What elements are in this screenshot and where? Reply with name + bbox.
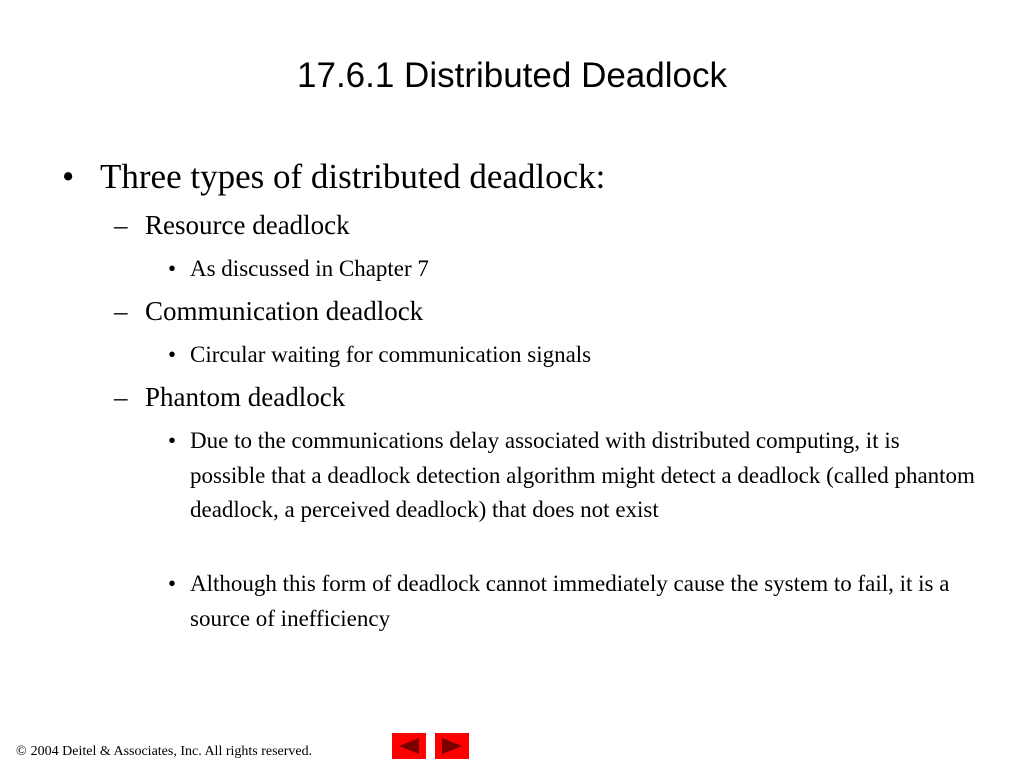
sub-item-phantom-deadlock xyxy=(114,380,345,414)
detail-item xyxy=(168,338,980,373)
detail-item xyxy=(168,252,980,287)
bullet-marker: • xyxy=(168,428,177,453)
bullet-marker: • xyxy=(168,342,177,367)
dash-marker: – xyxy=(114,296,128,326)
bullet-marker: • xyxy=(168,256,177,281)
copyright-footer xyxy=(16,742,312,762)
copyright-icon: © xyxy=(16,744,27,759)
left-arrow-icon xyxy=(399,738,419,754)
main-bullet xyxy=(62,155,605,199)
main-bullet-text: Three types of distributed deadlock: xyxy=(100,157,606,196)
sub-item-communication-deadlock xyxy=(114,294,423,328)
dash-marker: – xyxy=(114,382,128,412)
detail-text: Although this form of deadlock cannot immediately cause the system to fail, it is a source of inefficiency xyxy=(190,571,950,631)
sub-item-text: Communication deadlock xyxy=(145,296,424,326)
bullet-marker: • xyxy=(168,571,177,596)
detail-item xyxy=(168,567,980,636)
right-arrow-icon xyxy=(442,738,462,754)
dash-marker: – xyxy=(114,210,128,240)
previous-slide-button[interactable] xyxy=(392,733,426,759)
bullet-marker: • xyxy=(62,157,75,196)
sub-item-resource-deadlock xyxy=(114,208,350,242)
sub-item-text: Resource deadlock xyxy=(145,210,350,240)
copyright-text: 2004 Deitel & Associates, Inc. All rights reserved. xyxy=(30,744,313,759)
detail-text: Circular waiting for communication signals xyxy=(190,342,592,367)
next-slide-button[interactable] xyxy=(435,733,469,759)
detail-text: Due to the communications delay associated with distributed computing, it is possible that a deadlock detection algorithm might detect a deadlock (called phantom deadlock, a perceived deadlock) that does not exist xyxy=(190,428,975,522)
slide-title: 17.6.1 Distributed Deadlock xyxy=(297,56,727,95)
detail-text: As discussed in Chapter 7 xyxy=(190,256,429,281)
detail-item xyxy=(168,424,980,528)
sub-item-text: Phantom deadlock xyxy=(145,382,346,412)
